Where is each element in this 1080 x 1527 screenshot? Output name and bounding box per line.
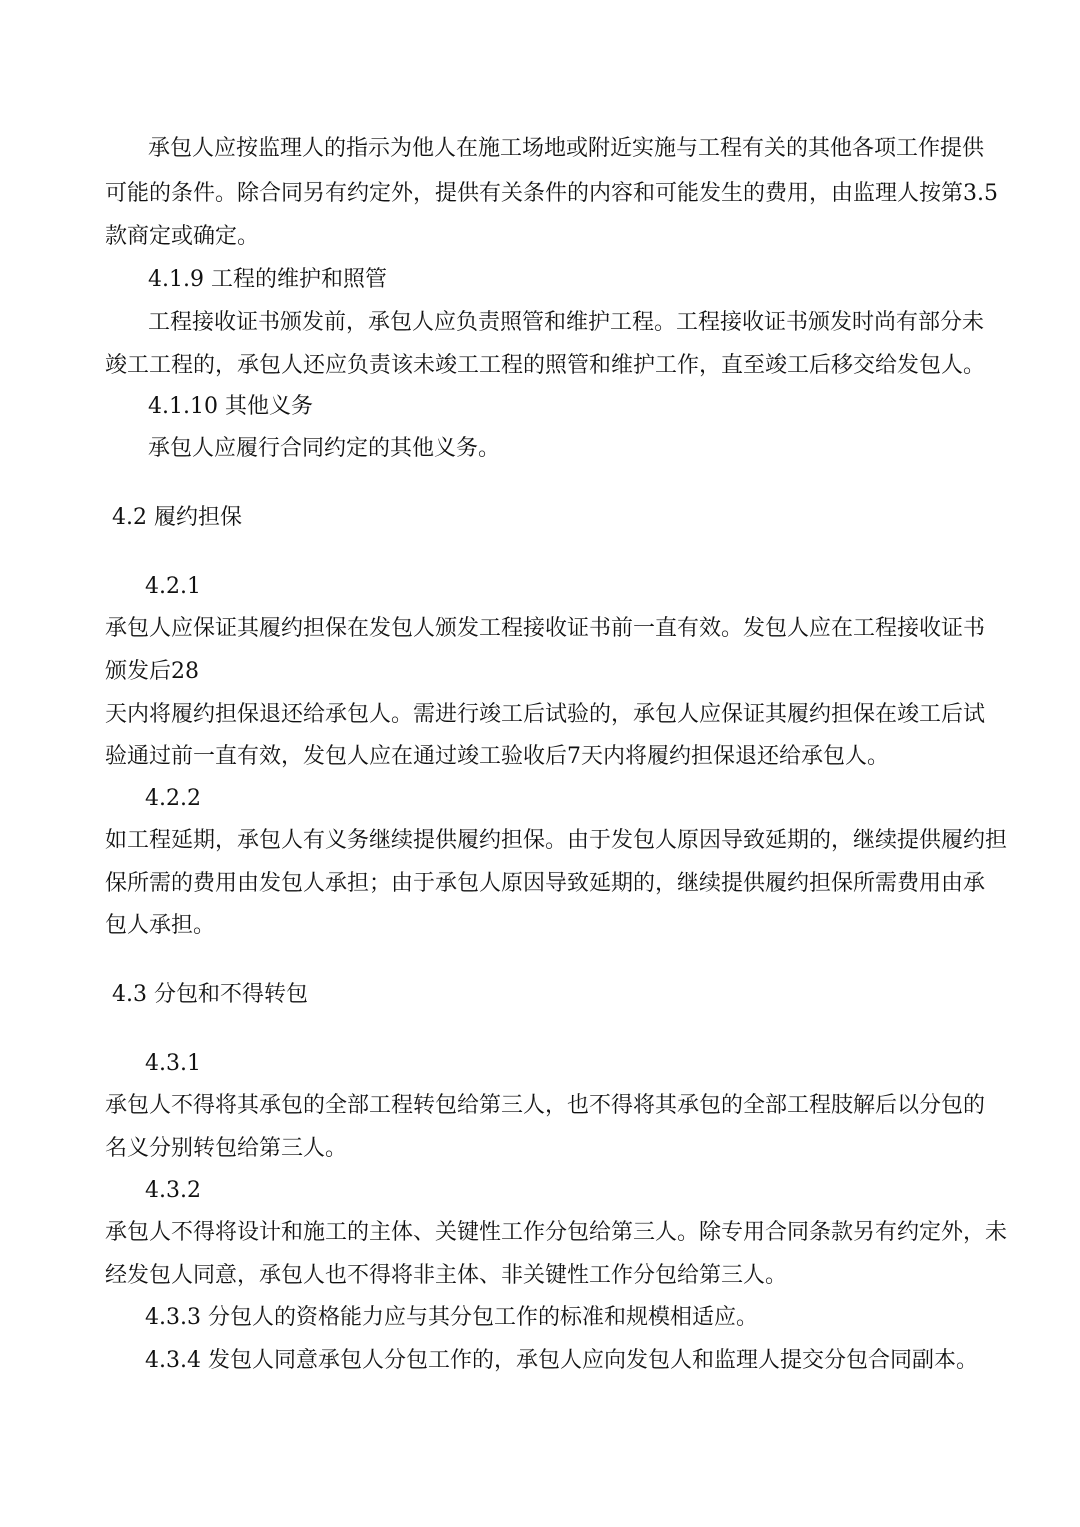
paragraph-line: 承包人不得将其承包的全部工程转包给第三人，也不得将其承包的全部工程肢解后以分包的 xyxy=(105,1093,986,1118)
paragraph-line: 天内将履约担保退还给承包人。需进行竣工后试验的，承包人应保证其履约担保在竣工后试 xyxy=(105,702,986,727)
paragraph-line: 4.3.3 分包人的资格能力应与其分包工作的标准和规模相适应。 xyxy=(145,1305,758,1330)
clause-number: 4.2.1 xyxy=(145,574,201,599)
paragraph-line: 4.3.4 发包人同意承包人分包工作的，承包人应向发包人和监理人提交分包合同副本。 xyxy=(145,1348,978,1373)
clause-number: 4.3.2 xyxy=(145,1178,201,1203)
paragraph-line: 经发包人同意，承包人也不得将非主体、非关键性工作分包给第三人。 xyxy=(105,1263,788,1288)
paragraph-line: 验通过前一直有效，发包人应在通过竣工验收后7天内将履约担保退还给承包人。 xyxy=(105,744,889,769)
section-heading: 4.2 履约担保 xyxy=(112,505,242,530)
paragraph-line: 颁发后28 xyxy=(105,659,199,684)
paragraph-line: 承包人不得将设计和施工的主体、关键性工作分包给第三人。除专用合同条款另有约定外，未 xyxy=(105,1220,1008,1245)
section-heading: 4.3 分包和不得转包 xyxy=(112,982,308,1007)
paragraph-line: 可能的条件。除合同另有约定外，提供有关条件的内容和可能发生的费用，由监理人按第3.5 xyxy=(105,181,998,206)
paragraph-line: 如工程延期，承包人有义务继续提供履约担保。由于发包人原因导致延期的，继续提供履约担 xyxy=(105,828,1008,853)
paragraph-line: 竣工工程的，承包人还应负责该未竣工工程的照管和维护工作，直至竣工后移交给发包人。 xyxy=(105,353,986,378)
clause-number: 4.3.1 xyxy=(145,1051,201,1076)
paragraph-line: 款商定或确定。 xyxy=(105,224,260,249)
paragraph-line: 承包人应履行合同约定的其他义务。 xyxy=(148,436,501,461)
section-heading: 4.1.10 其他义务 xyxy=(148,394,313,419)
paragraph-line: 名义分别转包给第三人。 xyxy=(105,1136,348,1161)
paragraph-line: 保所需的费用由发包人承担；由于承包人原因导致延期的，继续提供履约担保所需费用由承 xyxy=(105,871,986,896)
section-heading: 4.1.9 工程的维护和照管 xyxy=(148,267,387,292)
paragraph-line: 承包人应按监理人的指示为他人在施工场地或附近实施与工程有关的其他各项工作提供 xyxy=(148,136,985,161)
paragraph-line: 包人承担。 xyxy=(105,913,216,938)
paragraph-line: 工程接收证书颁发前，承包人应负责照管和维护工程。工程接收证书颁发时尚有部分未 xyxy=(148,310,985,335)
paragraph-line: 承包人应保证其履约担保在发包人颁发工程接收证书前一直有效。发包人应在工程接收证书 xyxy=(105,616,986,641)
clause-number: 4.2.2 xyxy=(145,786,201,811)
